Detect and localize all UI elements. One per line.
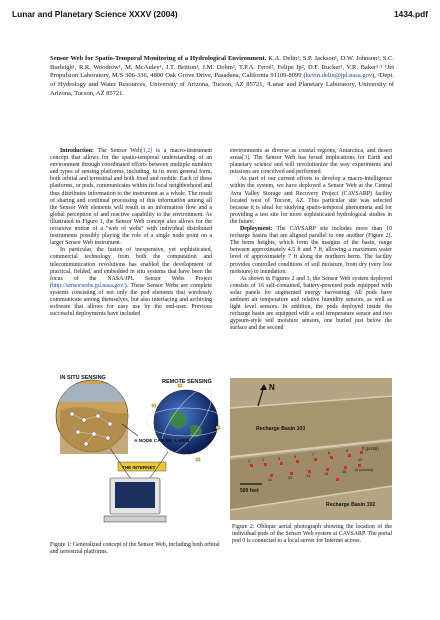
svg-text:16 (control): 16 (control) bbox=[354, 468, 374, 472]
affiliation-jpl: ¹Jet Propulsion Laboratory, M/S 306-336, 4800 Oak Grove Drive, Pasadena, California 91109-8099 ( bbox=[50, 63, 394, 80]
email-link[interactable]: kevin.delin@jpl.nasa.gov bbox=[305, 72, 373, 80]
basin-103-label: Recharge Basin 103 bbox=[256, 426, 306, 432]
portal-label: 0 (portal) bbox=[362, 446, 379, 451]
svg-text:5: 5 bbox=[294, 455, 297, 459]
right-column bbox=[230, 148, 392, 332]
svg-text:9: 9 bbox=[346, 449, 349, 453]
svg-text:13: 13 bbox=[306, 474, 311, 478]
basin-102-label: Recharge Basin 102 bbox=[326, 502, 376, 508]
svg-text:8: 8 bbox=[328, 451, 331, 455]
keyboard-icon bbox=[104, 516, 166, 522]
in-situ-label: IN SITU SENSING bbox=[60, 375, 106, 381]
scale-label: 500 feet bbox=[240, 488, 259, 494]
sensorwebs-link[interactable]: http://sensorwebs.jpl.nasa.gov/ bbox=[51, 282, 125, 289]
deployment-paragraph: Deployment: The CAVSARP site includes more than 10 recharge basins that are aligned parallel to one another (Figure 2). The berm heights, which form the margins of the basin, range between approximately 4.5 ft and 7 ft, allowing a maximum water level of approximately 7 ft along the northern berm. The facility provides controlled conditions of soil moisture, from dry (very low moisture) to inundation. bbox=[230, 226, 392, 275]
figure-1-caption: Figure 1: Generalized concept of the Sensor Web, including both orbital and terrestrial platforms. bbox=[50, 542, 220, 556]
svg-text:15: 15 bbox=[342, 470, 347, 474]
figure-2-aerial-photo bbox=[230, 378, 392, 520]
left-column bbox=[50, 148, 212, 318]
intro-paragraph: Introduction: The Sensor Web[1,2] is a macro-instrument concept that allows for the spatio-temporal understanding of an environment through coordinated efforts between multiple numbers and types of sensing platforms, including, in its most general form, both orbital and terrestrial and both fixed and mobile. Each of these platforms, or pods, communicates within its local neighborhood and thus distributes information to the instrument as a whole. The result of sharing and continual processing of this information among all the Sensor Web elements will result in an information flow and a global perception of and reactive capability to the environment. As illustrated in Figure 1, the Sensor Web concept also allows for the recursive notion of a "web of webs" with individual distributed instruments possibly playing the role of a single node point on a larger Sensor Web instrument. bbox=[50, 148, 212, 247]
svg-text:1: 1 bbox=[248, 459, 251, 463]
intro-heading: Introduction: bbox=[60, 148, 94, 154]
svg-text:7: 7 bbox=[312, 453, 315, 457]
internet-label: THE INTERNET bbox=[122, 465, 156, 470]
reference-3[interactable]: [3] bbox=[242, 155, 249, 162]
body-paragraph: environments as diverse as coastal regions, Antarctica, and desert areas[3]. The Sensor Web has broad implications for Earth and planetary science and will revolutionize the way experiments and missions are conceived and performed. bbox=[230, 148, 392, 176]
body-paragraph: In particular, the fusion of inexpensive, yet sophisticated, commercial technology from both the computation and telecommunication revolutions has enabled the development of practical, fielded, and embedded in situ systems that have been the focus of the NASA/JPL Sensor Webs Project (http://sensorwebs.jpl.nasa.gov/). These Sensor Webs are complete systems consisting of not only the pod elements that wirelessly communicate among themselves, but also interfacing and archiving software that allows for easy use by the end-user. Previous successful deployments have included bbox=[50, 247, 212, 318]
title-block bbox=[50, 55, 394, 99]
paper-title: Sensor Web for Spatio-Temporal Monitoring of a Hydrological Environment. bbox=[50, 55, 267, 62]
running-header bbox=[12, 9, 428, 21]
svg-text:10: 10 bbox=[358, 458, 363, 462]
sensor-web-concept-illustration bbox=[50, 374, 222, 534]
remote-sensing-label: REMOTE SENSING bbox=[162, 379, 212, 385]
svg-text:2: 2 bbox=[262, 458, 265, 462]
affiliation-arizona: ), ²Dept. of Hydrology and Water Resources, University of Arizona, Tucson, AZ 85721, ³Lunar and Planetary Laboratory, University of Arizona, Tucson, AZ 85721. bbox=[50, 72, 394, 97]
svg-text:11: 11 bbox=[268, 478, 272, 482]
figure-1 bbox=[50, 374, 222, 534]
deployment-heading: Deployment: bbox=[240, 226, 273, 233]
figure-2-caption: Figure 2: Oblique aerial photograph showing the location of the individual pods of the Sensor Web system at CAVSARP. The portal pod 0 is connected to a local server for Internet access. bbox=[232, 524, 392, 545]
journal-title: Lunar and Planetary Science XXXV (2004) bbox=[12, 9, 178, 19]
page-id: 1434.pdf bbox=[394, 9, 428, 19]
north-label: N bbox=[269, 383, 275, 392]
node-web-label: A NODE CAN BE A WEB bbox=[134, 439, 190, 444]
body-paragraph: As part of our current efforts to develop a macro-intelligence within the system, we have deployed a Sensor Web at the Central Avra Valley Storage and Recovery Project (CAVSARP) facility located west of Tucson, AZ. This particular site was selected because it is ideal for studying spatio-temporal phenomena and for providing a test site for more sophisticated hydrological studies in the future. bbox=[230, 176, 392, 225]
aerial-photo-graphic bbox=[230, 378, 392, 520]
svg-text:3: 3 bbox=[278, 457, 281, 461]
svg-text:14: 14 bbox=[324, 472, 329, 476]
body-paragraph: As shown in Figures 2 and 3, the Sensor Web system deployed consists of 16 self-contained, battery-powered pods equipped with solar panels for augmented energy harvesting. All pods have ambient air temperature and relative humidity sensors, as well as light level sensors. In addition, the pods deployed inside the recharge basin are equipped with a soil temperature sensor and two gypsum-style soil moisture sensors, one buried just below the surface and the second bbox=[230, 275, 392, 332]
authors: K.A. Delin¹, S.P. Jackson¹, D.W. Johnson¹, S.C. Burleigh¹, R.R. Woodrow¹, M. McAuley¹, J.T. Britton¹, J.M. Dohm², T.P.A. Ferré², Felipe Ip², D.F. Rucker², V.R. Baker²·³ bbox=[50, 55, 394, 71]
svg-text:12: 12 bbox=[288, 476, 293, 480]
reference-1-2[interactable]: [1,2] bbox=[140, 148, 153, 154]
